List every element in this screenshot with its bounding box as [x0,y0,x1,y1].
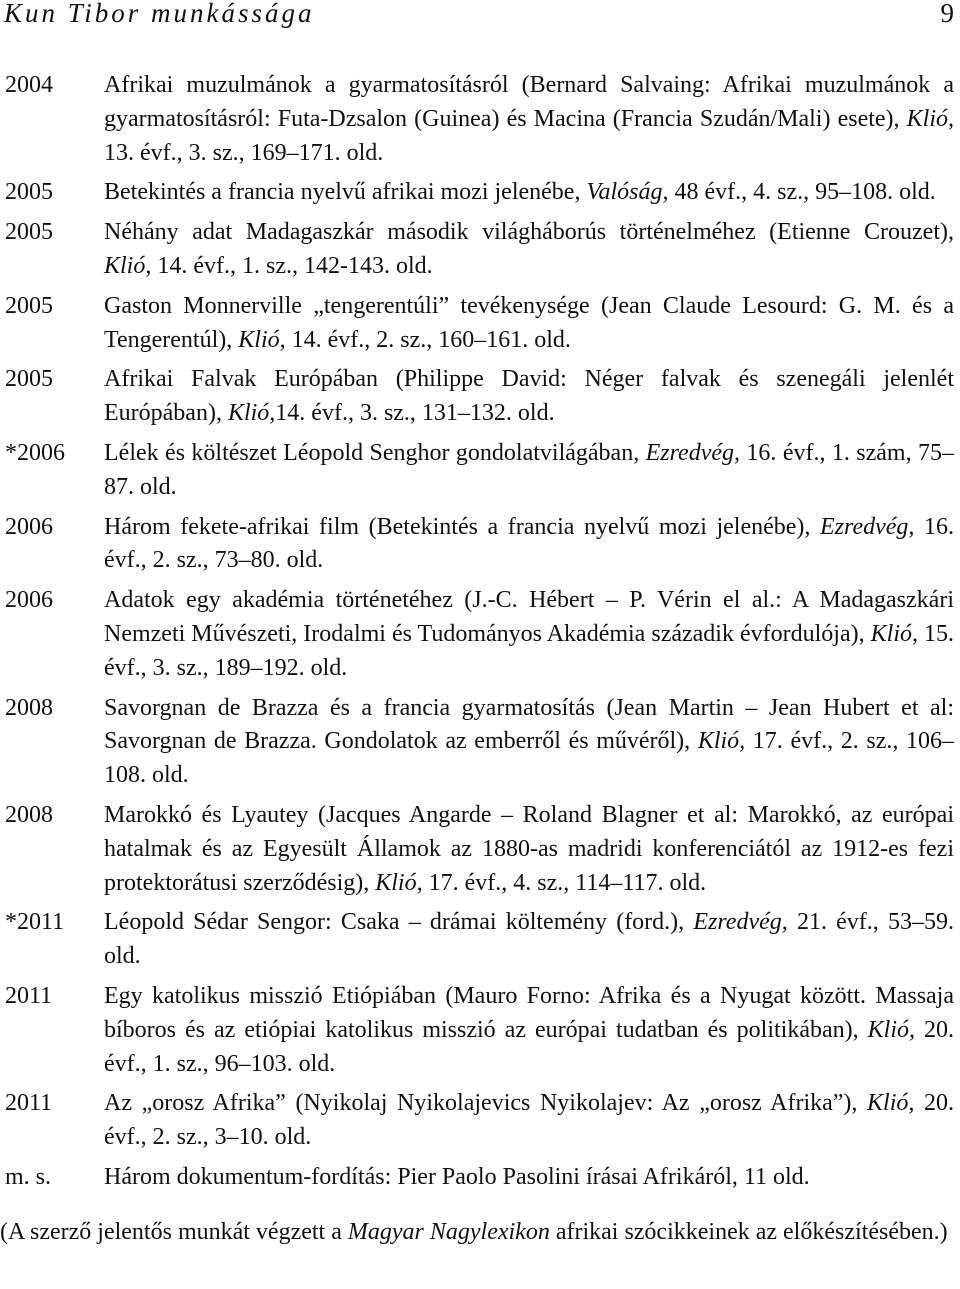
entry-citation: 48 évf., 4. sz., 95–108. old. [668,179,936,206]
bibliography-list [0,69,960,1201]
entry-citation: 14. évf., 3. sz., 131–132. old. [275,400,555,427]
page-header [0,0,960,30]
entry-title: Gaston Monnerville „tengerentúli” tevékenysége (Jean Claude Lesourd: G. M. és a Tengerentúl), [104,292,954,353]
entry-year: 2011 [5,982,53,1009]
entry-text [104,906,954,974]
entry-journal: Klió, [238,326,286,353]
bibliography-entry [0,216,960,284]
bibliography-entry [0,980,960,1081]
entry-citation: 14. évf., 2. sz., 160–161. old. [285,326,571,353]
footer-publication: Magyar Nagylexikon [347,1219,550,1245]
entry-journal: Ezredvég, [645,439,741,466]
entry-year: *2011 [5,909,65,936]
entry-text [104,437,954,505]
entry-title: Betekintés a francia nyelvű afrikai mozi jelenébe, [104,179,587,206]
entry-text [104,216,954,284]
bibliography-entry [0,692,960,793]
footer-note [0,1215,960,1249]
entry-text [104,176,954,210]
entry-citation: 20. évf., 2. sz., 3–10. old. [104,1090,954,1151]
bibliography-entry [0,584,960,685]
entry-citation: 15. évf., 3. sz., 189–192. old. [104,620,955,681]
entry-year: 2005 [5,179,53,206]
entry-journal: Ezredvég, [693,909,788,936]
entry-journal: Ezredvég, [820,513,915,540]
entry-journal: Klió, [870,620,918,647]
entry-title: Három dokumentum-fordítás: Pier Paolo Pasolini írásai Afrikáról, 11 old. [104,1163,810,1190]
entry-year: 2005 [5,366,53,393]
entry-title: Egy katolikus misszió Etiópiában (Mauro Forno: Afrika és a Nyugat között. Massaja bíboros és az etiópiai katolikus misszió az európai tudatban és politikában), [104,982,954,1043]
entry-text [104,511,954,579]
bibliography-entry [0,799,960,900]
entry-title: Marokkó és Lyautey (Jacques Angarde – Roland Blagner et al: Marokkó, az európai hatalmak és az Egyesült Államok az 1880-as madridi konferenciától az 1912-es fezi protektorátusi szerződésig), [104,801,954,896]
entry-journal: Klió, [104,252,152,279]
entry-citation: 13. évf., 3. sz., 169–171. old. [104,139,384,166]
bibliography-entry [0,906,960,974]
running-title: Kun Tibor munkássága [4,0,315,28]
bibliography-entry [0,511,960,579]
entry-journal: Klió, [227,400,276,427]
entry-year: *2006 [5,439,65,466]
entry-citation: 21. évf., 53–59. old. [104,909,954,970]
entry-citation: 16. évf., 1. szám, 75–87. old. [104,439,954,500]
entry-text [104,1087,954,1155]
entry-year: 2008 [5,694,53,721]
entry-year: 2011 [5,1090,53,1117]
entry-title: Adatok egy akadémia történetéhez (J.-C. Hébert – P. Vérin el al.: A Madagaszkári Nemzeti Művészeti, Irodalmi és Tudományos Akadémia századik évfordulója), [104,587,954,647]
bibliography-entry [0,363,960,431]
entry-text [104,363,954,431]
footer-text-end: afrikai szócikkeinek az előkészítésében.) [549,1219,948,1245]
bibliography-entry [0,290,960,358]
entry-citation: 20. évf., 1. sz., 96–103. old. [104,1016,954,1077]
entry-title: Savorgnan de Brazza és a francia gyarmatosítás (Jean Martin – Jean Hubert et al: Savorgnan de Brazza. Gondolatok az emberről és művéről), [104,694,954,755]
bibliography-entry [0,69,960,170]
entry-title: Lélek és költészet Léopold Senghor gondolatvilágában, [104,439,646,466]
entry-journal: Valóság, [586,179,669,206]
entry-year: 2006 [5,513,53,540]
entry-journal: Klió, [906,105,954,132]
entry-journal: Klió, [867,1090,915,1117]
entry-citation: 17. évf., 2. sz., 106–108. old. [104,728,954,789]
entry-citation: 16. évf., 2. sz., 73–80. old. [104,513,954,574]
entry-text [104,692,954,793]
bibliography-entry [0,176,960,210]
entry-title: Három fekete-afrikai film (Betekintés a francia nyelvű mozi jelenébe), [104,513,820,540]
entry-text [104,290,954,358]
entry-year: 2008 [5,801,53,828]
entry-year: 2004 [5,72,53,98]
entry-year: 2005 [5,292,53,319]
entry-text [104,1161,954,1195]
entry-title: Az „orosz Afrika” (Nyikolaj Nyikolajevics Nyikolajev: Az „orosz Afrika”), [104,1090,868,1117]
bibliography-entry [0,1161,960,1195]
entry-text [104,980,954,1081]
bibliography-entry [0,1087,960,1155]
footer-text-start: (A szerző jelentős munkát végzett a [0,1219,348,1245]
entry-title: Néhány adat Madagaszkár második világháborús történelméhez (Etienne Crouzet), [104,219,954,246]
entry-title: Afrikai Falvak Európában (Philippe David: Néger falvak és szenegáli jelenlét Európában), [104,366,954,427]
entry-title: Afrikai muzulmánok a gyarmatosításról (Bernard Salvaing: Afrikai muzulmánok a gyarmatosításról: Futa-Dzsalon (Guinea) és Macina (Francia Szudán/Mali) esete), [104,72,954,132]
entry-journal: Klió, [867,1016,915,1043]
entry-year: 2006 [5,587,53,614]
entry-text [104,584,954,685]
entry-year: m. s. [5,1163,52,1190]
entry-journal: Klió, [375,869,423,896]
entry-text [104,799,954,900]
entry-journal: Klió, [697,728,746,755]
entry-citation: 17. évf., 4. sz., 114–117. old. [422,869,707,896]
bibliography-entry [0,437,960,505]
entry-citation: 14. évf., 1. sz., 142-143. old. [151,252,433,279]
entry-year: 2005 [5,219,53,246]
entry-title: Léopold Sédar Sengor: Csaka – drámai költemény (ford.), [104,909,694,936]
page-number: 9 [940,0,954,28]
entry-text [104,69,954,170]
